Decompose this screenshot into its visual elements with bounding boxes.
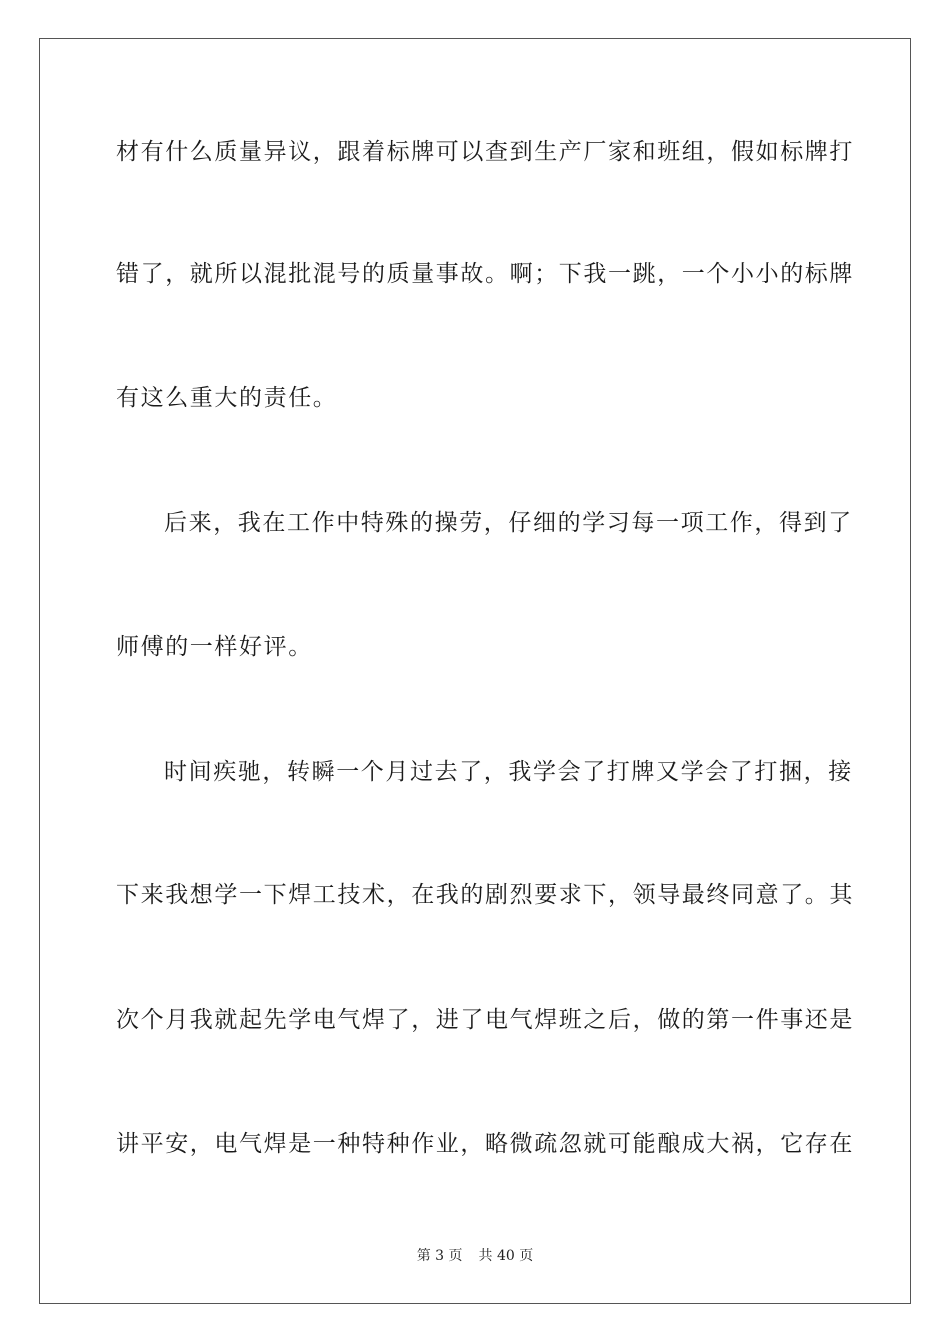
- text-line-7: 下来我想学一下焊工技术，在我的剧烈要求下，领导最终同意了。其: [116, 882, 854, 908]
- page-total: 共 40 页: [478, 1248, 534, 1264]
- text-line-4: 后来，我在工作中特殊的操劳，仔细的学习每一项工作，得到了: [164, 510, 853, 536]
- page-footer: [0, 1247, 950, 1265]
- text-line-8: 次个月我就起先学电气焊了，进了电气焊班之后，做的第一件事还是: [116, 1007, 854, 1033]
- text-line-6: 时间疾驰，转瞬一个月过去了，我学会了打牌又学会了打捆，接: [164, 759, 853, 785]
- page-number: 第 3 页: [416, 1248, 463, 1264]
- text-line-2: 错了，就所以混批混号的质量事故。啊；下我一跳，一个小小的标牌: [116, 261, 854, 287]
- page-border: [39, 38, 911, 1304]
- text-line-1: 材有什么质量异议，跟着标牌可以查到生产厂家和班组，假如标牌打: [116, 139, 854, 165]
- text-line-9: 讲平安，电气焊是一种特种作业，略微疏忽就可能酿成大祸，它存在: [116, 1131, 854, 1157]
- text-line-3: 有这么重大的责任。: [116, 385, 338, 411]
- text-line-5: 师傅的一样好评。: [116, 634, 313, 660]
